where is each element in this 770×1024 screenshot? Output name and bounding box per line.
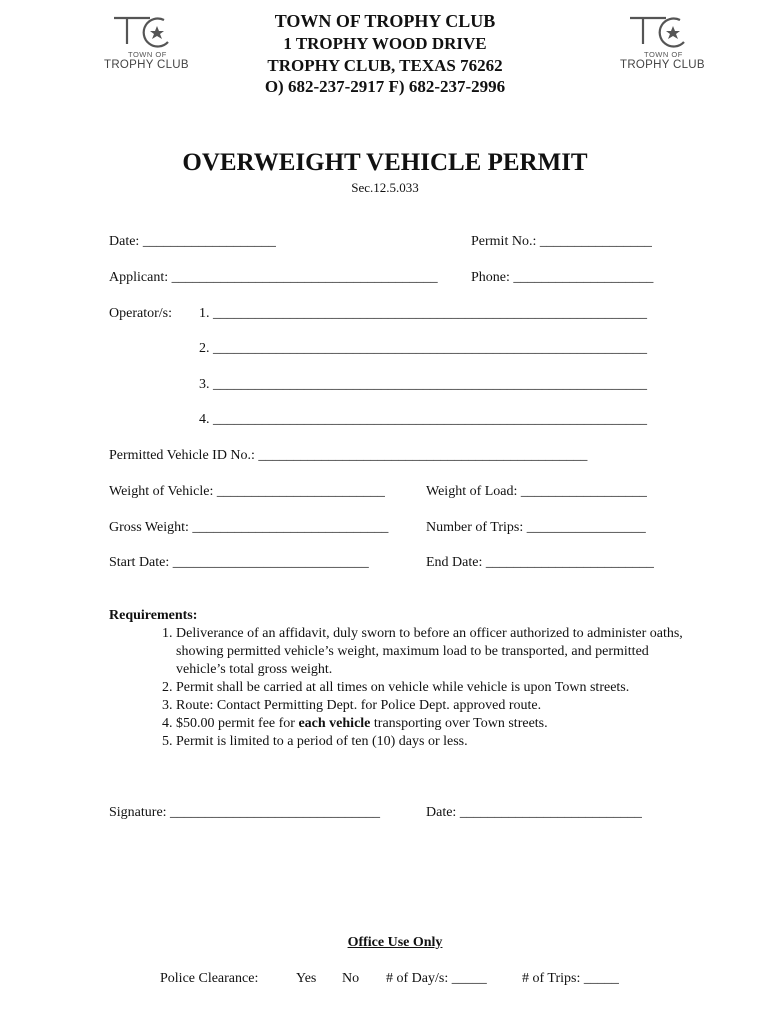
form-title: OVERWEIGHT VEHICLE PERMIT [182,149,588,176]
logo-town-of: TOWN OF [644,50,683,59]
header-address: 1 TROPHY WOOD DRIVE [283,34,487,53]
requirement-emphasis: each vehicle [298,716,371,731]
operator-field-2[interactable]: 2. ______________________________________________________________ [199,341,647,356]
operator-field-4[interactable]: 4. ______________________________________________________________ [199,412,647,427]
operator-field-1[interactable]: 1. ______________________________________________________________ [199,306,647,321]
phone-field[interactable]: Phone: ____________________ [471,270,654,285]
start-date-field[interactable]: Start Date: ____________________________ [109,555,369,570]
requirement-item: 2. Permit shall be carried at all times on vehicle while vehicle is upon Town streets. [176,679,696,697]
signature-field[interactable]: Signature: ______________________________ [109,805,381,820]
date-field[interactable]: Date: ___________________ [109,234,276,249]
header-town: TOWN OF TROPHY CLUB [274,11,496,31]
number-of-trips-field[interactable]: Number of Trips: _________________ [426,520,646,535]
operator-field-3[interactable]: 3. ______________________________________________________________ [199,377,647,392]
requirements-title: Requirements: [109,608,198,623]
requirement-text: transporting over Town streets. [370,716,548,731]
no-option[interactable]: No [342,971,360,986]
logo-name: TROPHY CLUB [104,59,189,71]
header-city: TROPHY CLUB, TEXAS 76262 [267,56,503,75]
weight-vehicle-field[interactable]: Weight of Vehicle: ________________________ [109,484,385,499]
permit-no-field[interactable]: Permit No.: ________________ [471,234,652,249]
requirement-item: 3. Route: Contact Permitting Dept. for Police Dept. approved route. [176,697,696,715]
yes-option[interactable]: Yes [296,971,317,986]
requirement-item: 5. Permit is limited to a period of ten (10) days or less. [176,733,696,751]
logo-town-of: TOWN OF [128,50,167,59]
vehicle-id-field[interactable]: Permitted Vehicle ID No.: _______________________________________________ [109,448,588,463]
gross-weight-field[interactable]: Gross Weight: ____________________________ [109,520,389,535]
requirement-item [176,715,696,733]
header-phone: O) 682-237-2917 F) 682-237-2996 [264,77,506,96]
weight-load-field[interactable]: Weight of Load: __________________ [426,484,647,499]
applicant-field[interactable]: Applicant: ______________________________________ [109,270,438,285]
police-clearance-label: Police Clearance: [160,971,259,986]
office-use-title: Office Use Only [347,935,443,950]
logo-name: TROPHY CLUB [620,59,705,71]
operators-label: Operator/s: [109,306,172,321]
requirement-item: 1. Deliverance of an affidavit, duly sworn to before an officer authorized to administer oaths, showing permitted vehicle’s weight, maximum load to be transported, and permitted vehicle’s total gross weight. [176,625,696,679]
requirement-text: $50.00 permit fee for [176,716,299,731]
requirements-list [152,625,696,751]
end-date-field[interactable]: End Date: ________________________ [426,555,654,570]
form-section: Sec.12.5.033 [351,180,419,195]
days-field[interactable]: # of Day/s: _____ [386,971,487,986]
office-trips-field[interactable]: # of Trips: _____ [522,971,619,986]
signature-date-field[interactable]: Date: __________________________ [426,805,642,820]
